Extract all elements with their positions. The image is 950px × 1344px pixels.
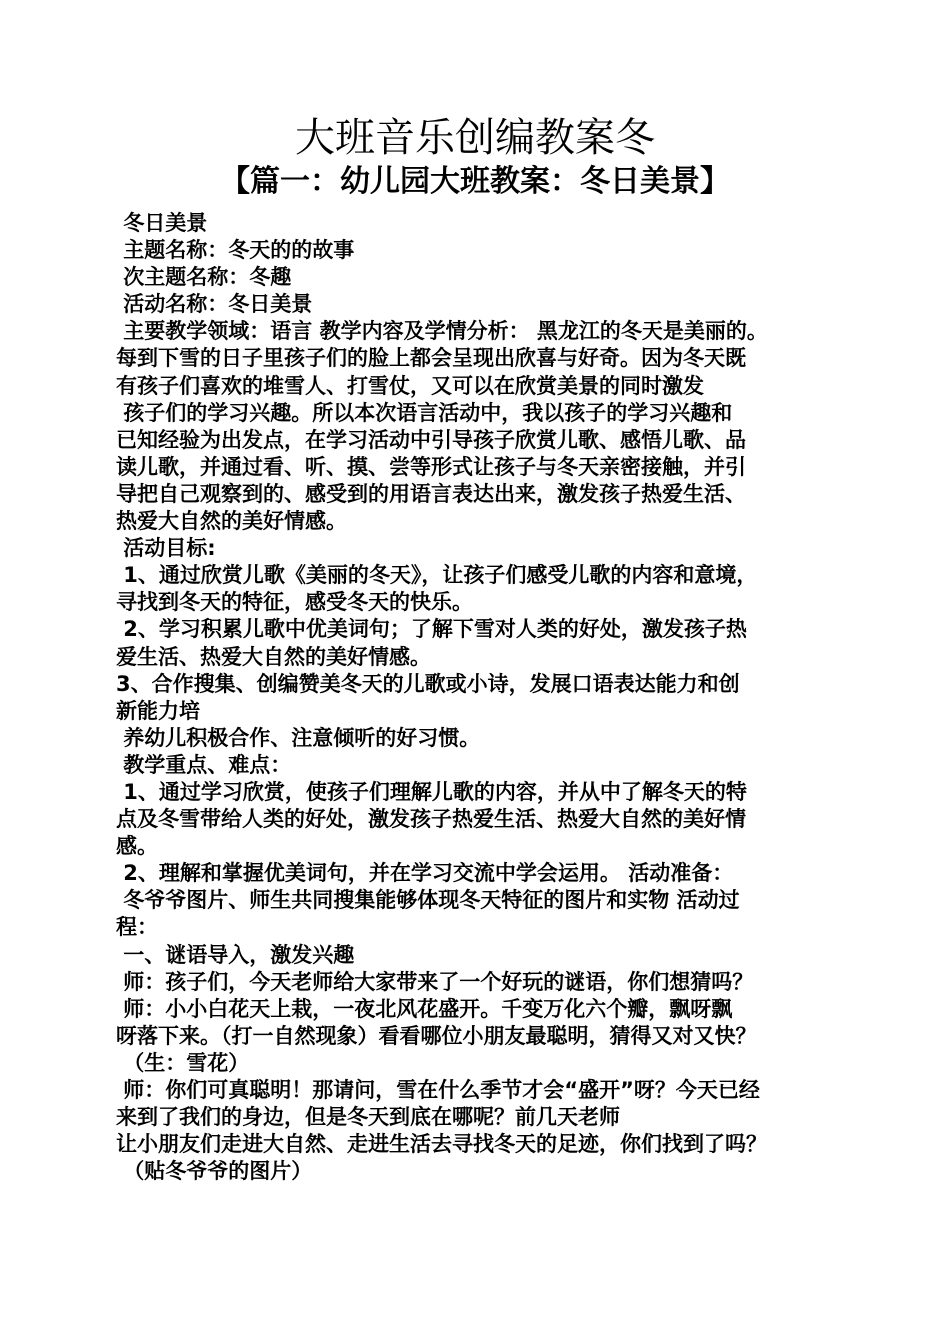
body-line: 孩子们的学习兴趣。所以本次语言活动中，我以孩子的学习兴趣和: [116, 400, 733, 425]
body-line: 活动目标:: [116, 536, 216, 561]
document-title: 大班音乐创编教案冬: [295, 115, 655, 161]
body-line: 有孩子们喜欢的堆雪人、打雪仗，又可以在欣赏美景的同时激发: [116, 373, 704, 398]
body-line: 师：你们可真聪明！那请问，雪在什么季节才会“盛开”呀？今天已经: [116, 1078, 760, 1102]
body-line: 活动名称：冬日美景: [116, 292, 313, 317]
document-body: [116, 210, 851, 1185]
body-line: 师：孩子们，今天老师给大家带来了一个好玩的谜语，你们想猜吗？: [116, 969, 754, 994]
body-line: 已知经验为出发点，在学习活动中引导孩子欣赏儿歌、感悟儿歌、品: [116, 427, 746, 452]
document-subtitle: 【篇一：幼儿园大班教案：冬日美景】: [220, 164, 730, 199]
body-line: 导把自己观察到的、感受到的用语言表达出来，激发孩子热爱生活、: [116, 481, 746, 506]
body-line: 2、理解和掌握优美词句，并在学习交流中学会运用。 活动准备：: [116, 861, 734, 886]
body-line: 来到了我们的身边，但是冬天到底在哪呢？前几天老师: [116, 1105, 620, 1130]
body-line: 让小朋友们走进大自然、走进生活去寻找冬天的足迹，你们找到了吗？: [116, 1132, 767, 1157]
body-line: 点及冬雪带给人类的好处，激发孩子热爱生活、热爱大自然的美好情: [116, 807, 746, 832]
body-line: 主题名称：冬天的的故事: [116, 238, 355, 263]
body-line: 寻找到冬天的特征，感受冬天的快乐。: [116, 590, 473, 615]
body-line: 读儿歌，并通过看、听、摸、尝等形式让孩子与冬天亲密接触，并引: [116, 454, 746, 479]
body-line: （贴冬爷爷的图片）: [116, 1159, 313, 1184]
body-line: 1、通过学习欣赏，使孩子们理解儿歌的内容，并从中了解冬天的特: [116, 779, 747, 804]
body-line: 3、合作搜集、创编赞美冬天的儿歌或小诗，发展口语表达能力和创: [116, 671, 740, 696]
body-line: 冬爷爷图片、师生共同搜集能够体现冬天特征的图片和实物 活动过: [116, 888, 740, 913]
body-line: 呀落下来。（打一自然现象）看看哪位小朋友最聪明，猜得又对又快？: [116, 1023, 757, 1048]
body-line: 感。: [116, 834, 158, 859]
body-line: 主要教学领域：语言 教学内容及学情分析： 黑龙江的冬天是美丽的。: [116, 319, 768, 344]
body-line: 热爱大自然的美好情感。: [116, 509, 347, 534]
body-line: 爱生活、热爱大自然的美好情感。: [116, 644, 431, 669]
body-line: 师：小小白花天上栽，一夜北风花盛开。千变万化六个瓣，飘呀飘: [116, 996, 733, 1021]
body-line: 教学重点、难点：: [116, 752, 292, 777]
body-line: 次主题名称：冬趣: [116, 265, 292, 290]
body-line: 1、通过欣赏儿歌《美丽的冬天》，让孩子们感受儿歌的内容和意境，: [116, 563, 758, 588]
body-line: 程：: [116, 915, 158, 940]
body-line: 一、谜语导入，激发兴趣: [116, 942, 355, 967]
body-line: 新能力培: [116, 698, 200, 723]
body-line: 每到下雪的日子里孩子们的脸上都会呈现出欣喜与好奇。因为冬天既: [116, 346, 746, 371]
body-line: 2、学习积累儿歌中优美词句；了解下雪对人类的好处，激发孩子热: [116, 617, 747, 642]
body-line: 冬日美景: [116, 211, 208, 235]
body-line: 养幼儿积极合作、注意倾听的好习惯。: [116, 725, 481, 750]
body-line: （生：雪花）: [116, 1050, 250, 1075]
